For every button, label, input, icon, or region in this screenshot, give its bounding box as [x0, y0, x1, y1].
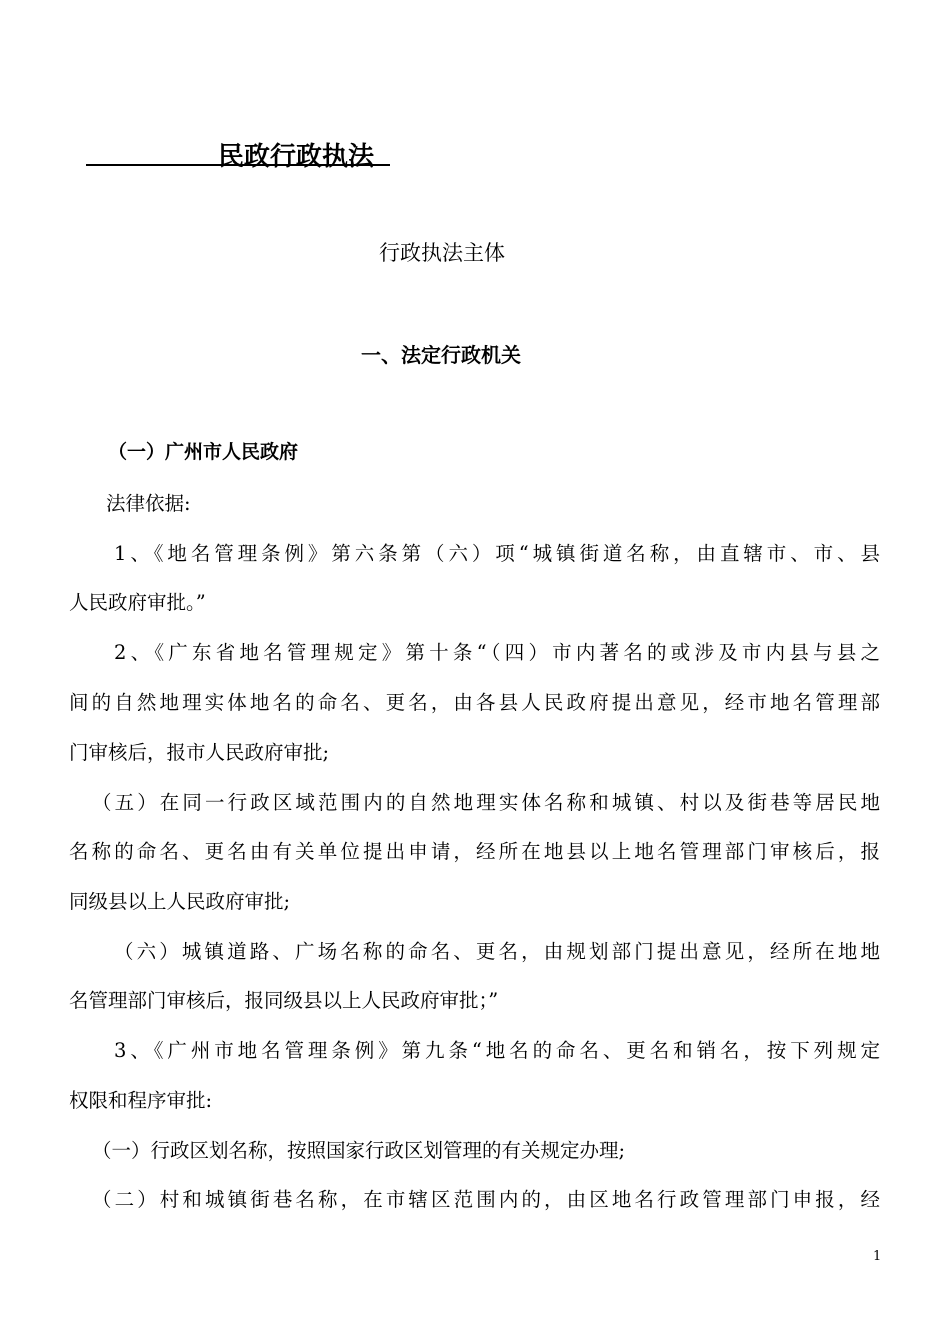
document-title: 民政行政执法 [218, 142, 375, 172]
paragraph-line: 2、《广东省地名管理规定》第十条“（四）市内著名的或涉及市内县与县之 [114, 641, 880, 664]
paragraph-line: 间的自然地理实体地名的命名、更名，由各县人民政府提出意见，经市地名管理部 [69, 691, 880, 714]
legal-basis-label: 法律依据: [106, 492, 191, 515]
paragraph-line: （六）城镇道路、广场名称的命名、更名，由规划部门提出意见，经所在地地 [114, 940, 880, 963]
paragraph-line: 3、《广州市地名管理条例》第九条“地名的命名、更名和销名，按下列规定 [114, 1039, 880, 1062]
paragraph-line: 人民政府审批。” [69, 591, 206, 614]
paragraph-line: 权限和程序审批: [69, 1089, 213, 1112]
subsection-heading: 一、法定行政机关 [361, 343, 521, 367]
paragraph-line: （五）在同一行政区域范围内的自然地理实体名称和城镇、村以及街巷等居民地 [92, 791, 880, 814]
paragraph-line: 同级县以上人民政府审批; [69, 890, 291, 913]
paragraph-line: 名管理部门审核后，报同级县以上人民政府审批；” [69, 989, 499, 1012]
paragraph-line: 名称的命名、更名由有关单位提出申请，经所在地县以上地名管理部门审核后，报 [69, 840, 880, 863]
paragraph-line: 门审核后，报市人民政府审批; [69, 741, 330, 764]
agency-heading: （一）广州市人民政府 [108, 441, 299, 463]
paragraph-line: 1、《地名管理条例》第六条第（六）项“城镇街道名称，由直辖市、市、县 [114, 542, 880, 565]
paragraph-line: （二）村和城镇街巷名称，在市辖区范围内的，由区地名行政管理部门申报，经 [92, 1188, 880, 1211]
page-number: 1 [873, 1249, 882, 1264]
section-heading: 行政执法主体 [379, 241, 505, 265]
paragraph-line: （一）行政区划名称，按照国家行政区划管理的有关规定办理; [92, 1139, 626, 1162]
